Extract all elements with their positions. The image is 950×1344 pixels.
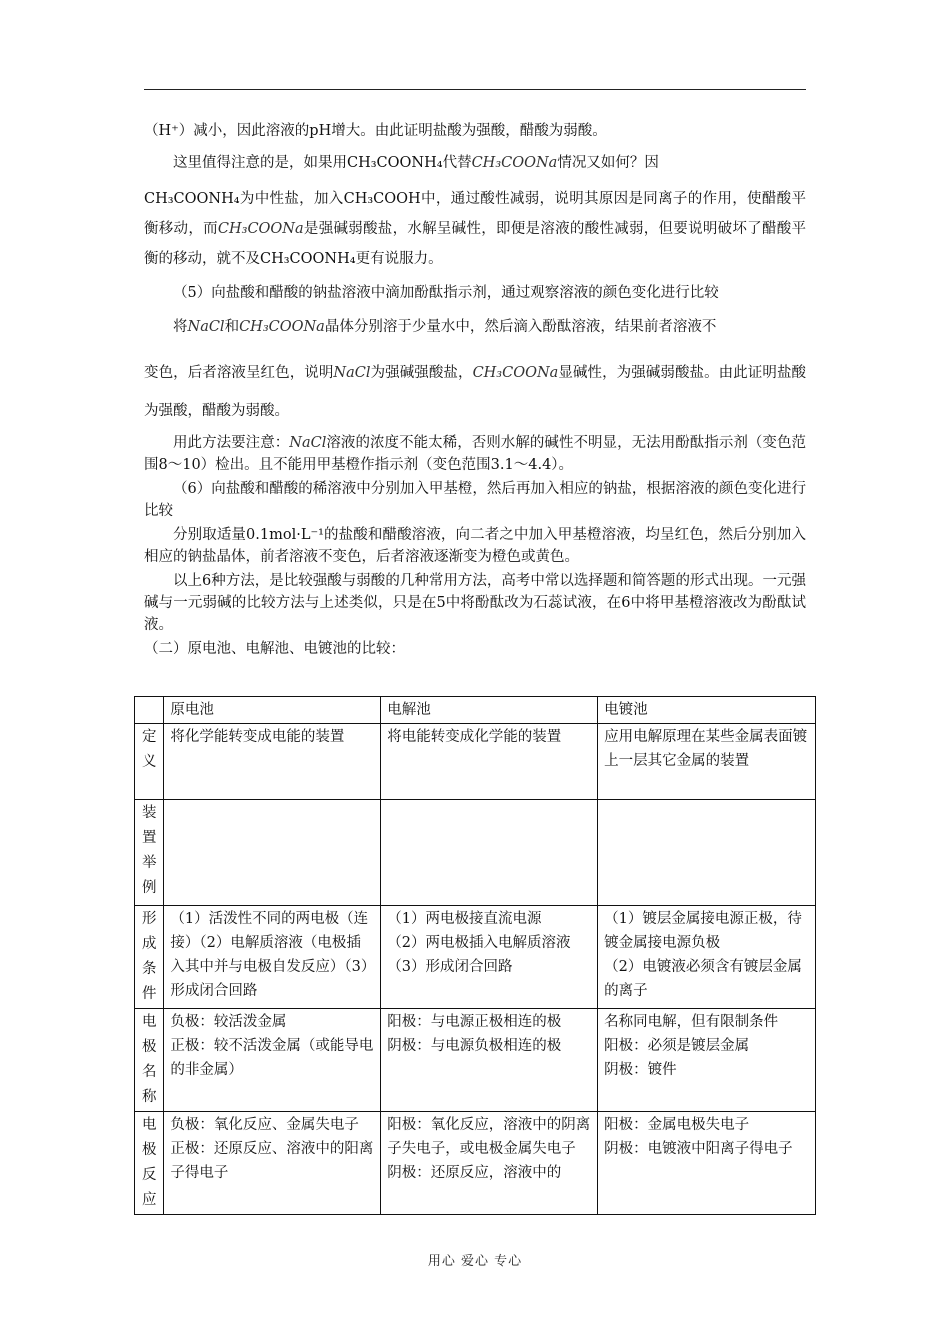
row-label: 电极名称 — [135, 1009, 164, 1112]
document-body — [144, 120, 806, 660]
paragraph — [144, 184, 806, 274]
paragraph — [144, 354, 806, 430]
formula-ch3coona: CH₃COONa — [217, 221, 304, 237]
table-cell: 阳极：氧化反应，溶液中的阴离子失电子，或电极金属失电子 阴极：还原反应，溶液中的 — [381, 1112, 598, 1215]
table-cell — [381, 800, 598, 906]
page-footer: 用心 爱心 专心 — [427, 1254, 523, 1269]
table-cell: 阳极：金属电极失电子 阴极：电镀液中阳离子得电子 — [598, 1112, 816, 1215]
row-label: 定义 — [135, 724, 164, 800]
text: 将 — [173, 319, 188, 335]
formula-ch3coona: CH₃COONa — [471, 155, 558, 171]
text: 这里值得注意的是，如果用CH₃COONH₄代替 — [173, 155, 472, 171]
table-cell: （1）活泼性不同的两电极（连接）（2）电解质溶液（电极插入其中并与电极自发反应）（3）形成闭合回路 — [164, 906, 381, 1009]
header-cell: 电解池 — [381, 697, 598, 724]
table-cell: （1）两电极接直流电源 （2）两电极插入电解质溶液 （3）形成闭合回路 — [381, 906, 598, 1009]
table-cell: 将电能转变成化学能的装置 — [381, 724, 598, 800]
formula-ch3coona: CH₃COONa — [239, 319, 325, 335]
header-cell — [135, 697, 164, 724]
paragraph — [144, 432, 806, 476]
table-cell — [164, 800, 381, 906]
table-row — [135, 1009, 816, 1112]
table-row — [135, 906, 816, 1009]
table-cell: （1）镀层金属接电源正极，待镀金属接电源负极 （2）电镀液必须含有镀层金属的离子 — [598, 906, 816, 1009]
paragraph — [144, 152, 806, 174]
text: 晶体分别溶于少量水中，然后滴入酚酞溶液，结果前者溶液不 — [324, 319, 717, 335]
row-label: 形成条件 — [135, 906, 164, 1009]
formula-ch3coona: CH₃COONa — [472, 365, 559, 381]
paragraph: 分别取适量0.1mol·L⁻¹的盐酸和醋酸溶液，向二者之中加入甲基橙溶液，均呈红色，然后分别加入相应的钠盐晶体，前者溶液不变色，后者溶液逐渐变为橙色或黄色。 — [144, 527, 806, 565]
row-label: 装置举例 — [135, 800, 164, 906]
header-cell: 电镀池 — [598, 697, 816, 724]
paragraph: （6）向盐酸和醋酸的稀溶液中分别加入甲基橙，然后再加入相应的钠盐，根据溶液的颜色变化进行比较 — [144, 481, 806, 519]
table-row — [135, 724, 816, 800]
paragraph — [144, 316, 806, 338]
text: 变色，后者溶液呈红色，说明 — [144, 365, 334, 381]
text: 是强碱弱酸盐，水解呈碱性，即便是溶液的酸性减弱，但要说明破坏了醋酸平衡的移动，就不及CH₃COONH₄更有说服力。 — [144, 221, 807, 267]
comparison-table — [134, 696, 816, 1215]
text: 用此方法要注意： — [173, 435, 290, 451]
formula-nacl: NaCl — [289, 435, 327, 451]
table-cell — [598, 800, 816, 906]
paragraph: （H⁺）减小，因此溶液的pH增大。由此证明盐酸为强酸，醋酸为弱酸。 — [144, 123, 607, 139]
table-cell: 阳极：与电源正极相连的极 阴极：与电源负极相连的极 — [381, 1009, 598, 1112]
formula-nacl: NaCl — [333, 365, 371, 381]
row-label: 电极反应 — [135, 1112, 164, 1215]
table-row — [135, 1112, 816, 1215]
table-cell: 名称同电解，但有限制条件 阳极：必须是镀层金属 阴极：镀件 — [598, 1009, 816, 1112]
text: 显碱性，为强碱弱酸盐。由此证明盐酸为强酸，醋酸为弱酸。 — [144, 365, 807, 419]
table-cell: 负极：较活泼金属 正极：较不活泼金属（或能导电的非金属） — [164, 1009, 381, 1112]
text: 和 — [224, 319, 240, 335]
header-rule — [144, 89, 806, 90]
paragraph: （5）向盐酸和醋酸的钠盐溶液中滴加酚酞指示剂，通过观察溶液的颜色变化进行比较 — [173, 285, 719, 301]
section-title: （二）原电池、电解池、电镀池的比较： — [144, 641, 405, 657]
paragraph: 以上6种方法，是比较强酸与弱酸的几种常用方法，高考中常以选择题和简答题的形式出现。一元强碱与一元弱碱的比较方法与上述类似，只是在5中将酚酞改为石蕊试液，在6中将甲基橙溶液改为酚酞试液。 — [144, 573, 806, 633]
header-cell: 原电池 — [164, 697, 381, 724]
table-row — [135, 800, 816, 906]
table-header-row — [135, 697, 816, 724]
table-cell: 负极：氧化反应、金属失电子 正极：还原反应、溶液中的阳离子得电子 — [164, 1112, 381, 1215]
formula-nacl: NaCl — [187, 319, 225, 335]
table-cell: 将化学能转变成电能的装置 — [164, 724, 381, 800]
text: 情况又如何？因 — [557, 155, 659, 171]
text: CH₃COONH₄为中性盐，加入CH₃COOH中，通过酸性减弱，说明其原因是同离子的作用，使醋酸平衡移动，而 — [144, 191, 806, 237]
text: 为强碱强酸盐， — [370, 365, 473, 381]
table-cell: 应用电解原理在某些金属表面镀上一层其它金属的装置 — [598, 724, 816, 800]
text: 溶液的浓度不能太稀，否则水解的碱性不明显，无法用酚酞指示剂（变色范围8～10）检出。且不能用甲基橙作指示剂（变色范围3.1～4.4）。 — [144, 435, 807, 473]
